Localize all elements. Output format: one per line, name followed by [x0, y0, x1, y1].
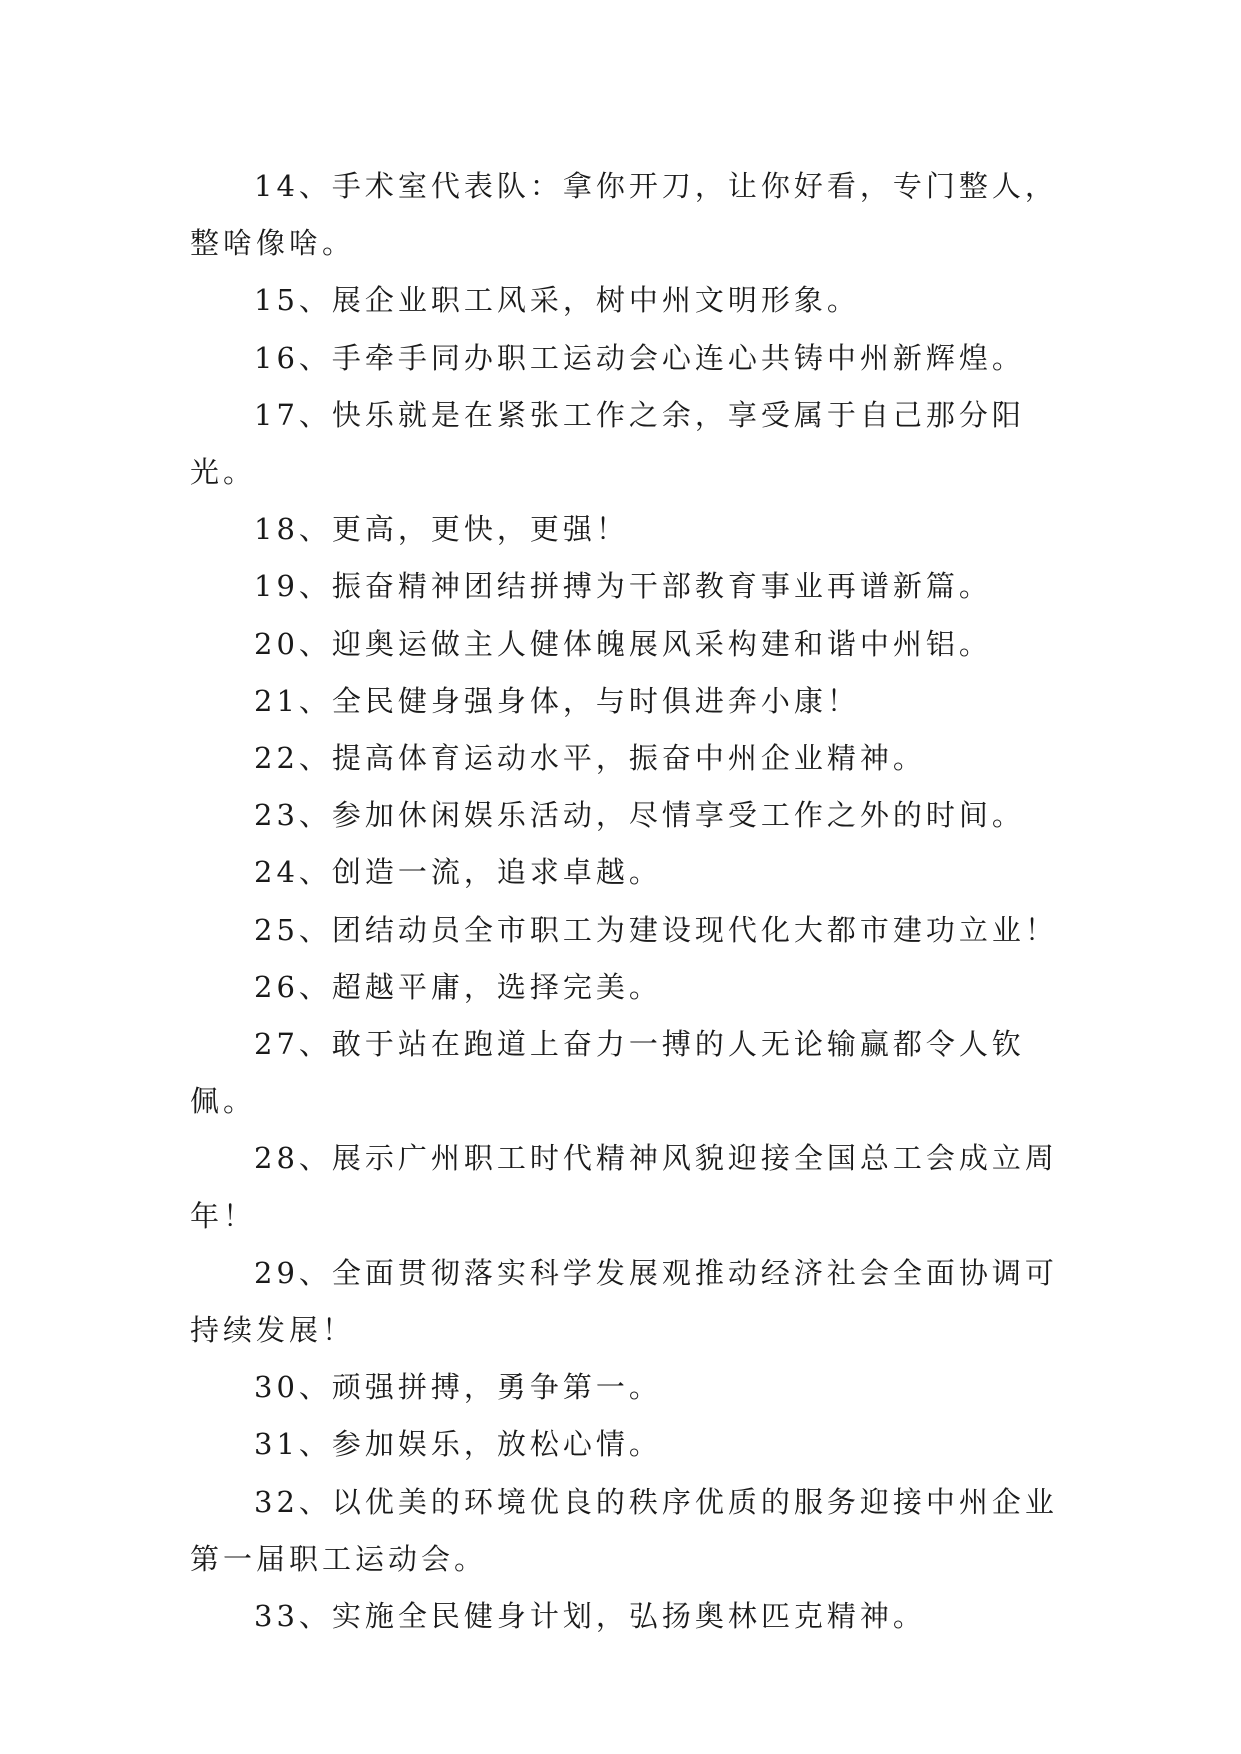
slogan-paragraph: 16、手牵手同办职工运动会心连心共铸中州新辉煌。 [254, 340, 1025, 375]
slogan-paragraph: 19、振奋精神团结拼搏为干部教育事业再谱新篇。 [254, 569, 992, 604]
slogan-paragraph: 28、展示广州职工时代精神风貌迎接全国总工会成立周年！ [190, 1141, 1058, 1233]
slogan-paragraph: 31、参加娱乐，放松心情。 [254, 1427, 662, 1462]
slogan-paragraph: 32、以优美的环境优良的秩序优质的服务迎接中州企业第一届职工运动会。 [190, 1484, 1058, 1576]
slogan-paragraph: 18、更高，更快，更强！ [254, 512, 629, 547]
slogan-paragraph: 22、提高体育运动水平，振奋中州企业精神。 [254, 741, 926, 776]
slogan-paragraph: 29、全面贯彻落实科学发展观推动经济社会全面协调可持续发展！ [190, 1255, 1058, 1348]
slogan-list [190, 158, 1060, 1645]
slogan-paragraph: 27、敢于站在跑道上奋力一搏的人无论输赢都令人钦佩。 [190, 1027, 1025, 1119]
slogan-paragraph: 21、全民健身强身体，与时俱进奔小康！ [254, 683, 860, 718]
slogan-paragraph: 30、顽强拼搏，勇争第一。 [254, 1370, 662, 1405]
slogan-paragraph: 24、创造一流，追求卓越。 [254, 855, 662, 890]
slogan-paragraph: 23、参加休闲娱乐活动，尽情享受工作之外的时间。 [254, 798, 1025, 833]
slogan-paragraph: 26、超越平庸，选择完美。 [254, 969, 662, 1004]
slogan-paragraph: 20、迎奥运做主人健体魄展风采构建和谐中州铝。 [254, 626, 992, 661]
slogan-paragraph: 25、团结动员全市职工为建设现代化大都市建功立业！ [254, 912, 1058, 947]
slogan-paragraph: 14、手术室代表队：拿你开刀，让你好看，专门整人，整啥像啥。 [190, 169, 1058, 261]
slogan-paragraph: 15、展企业职工风采，树中州文明形象。 [254, 283, 860, 318]
slogan-paragraph: 33、实施全民健身计划，弘扬奥林匹克精神。 [254, 1599, 926, 1634]
slogan-paragraph: 17、快乐就是在紧张工作之余，享受属于自己那分阳光。 [190, 397, 1025, 490]
